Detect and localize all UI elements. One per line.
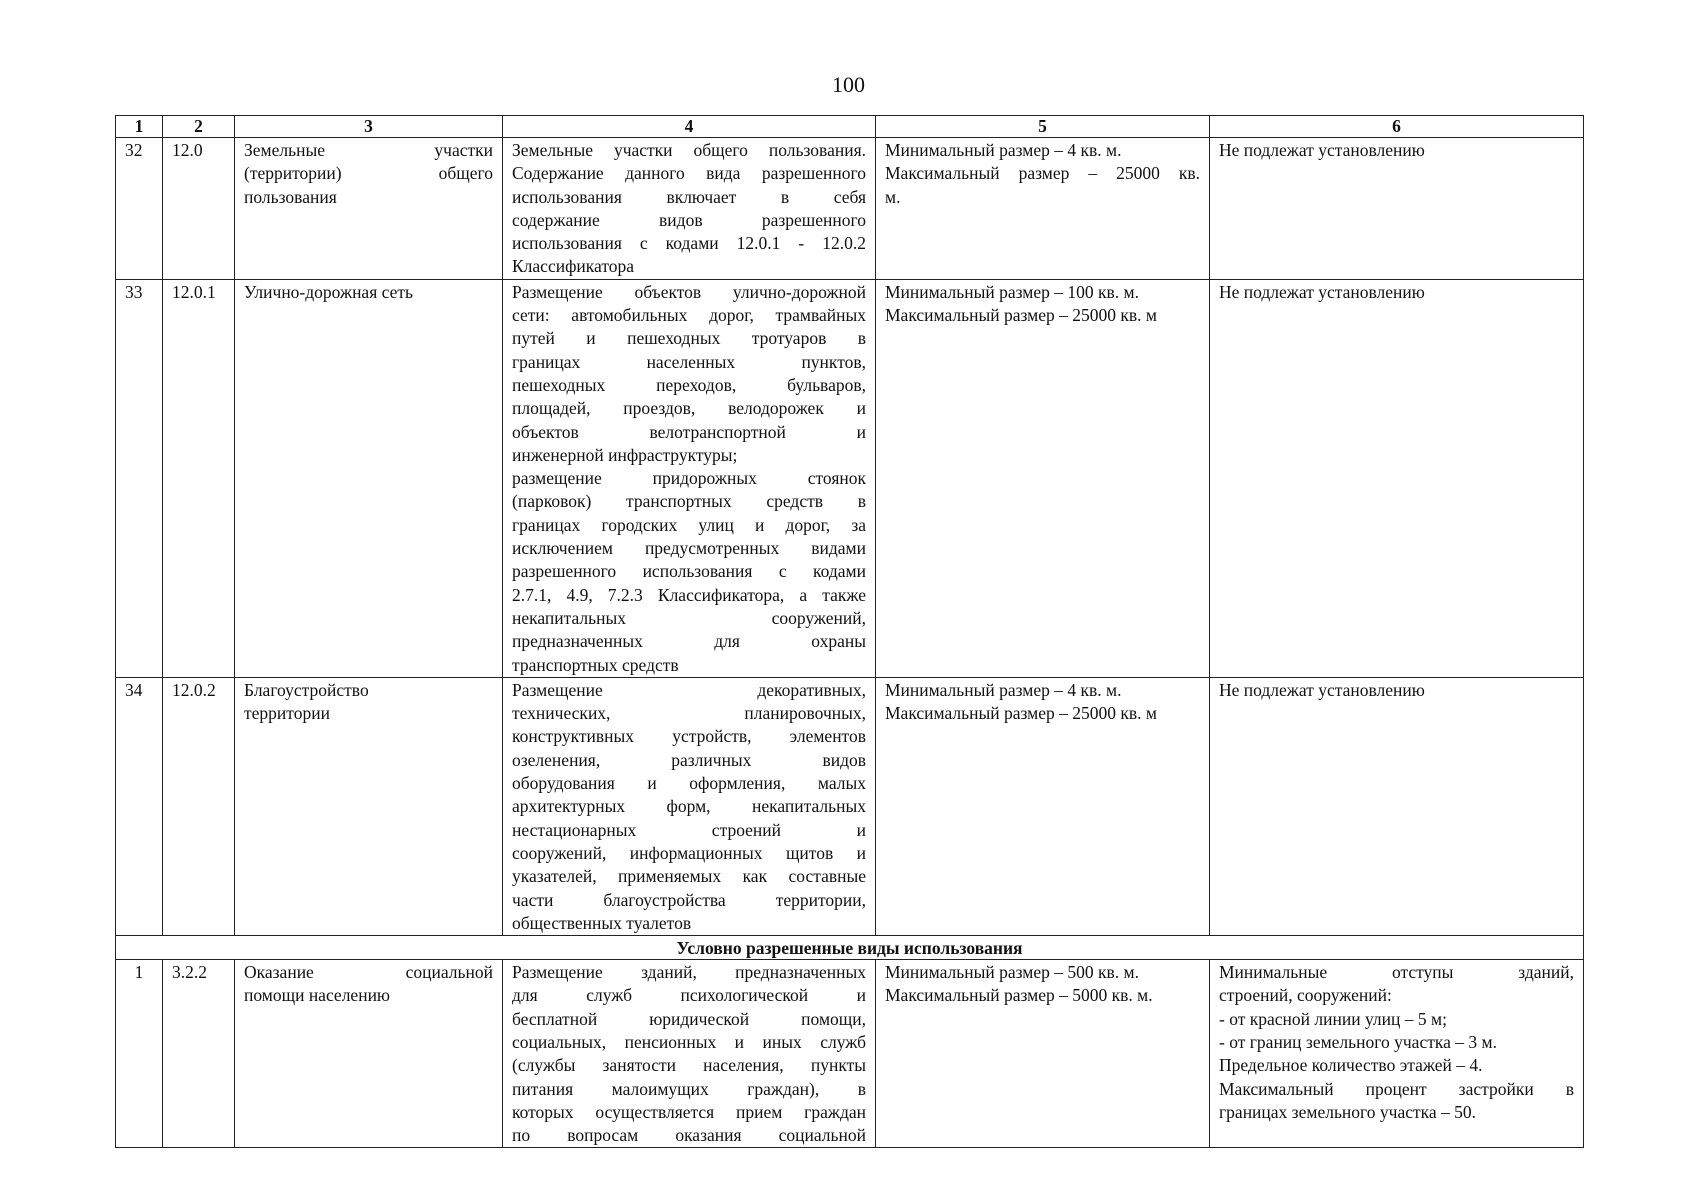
use-description: Размещение зданий, предназначенных для служб психологической и бесплатной юридической помощи, социальных, пенсионных и иных служб (службы занятости населения, пункты питания малоимущих граждан), в которых осуществляется прием граждан по вопросам оказания социальной xyxy=(503,960,876,1148)
plot-size-limits: Минимальный размер – 4 кв. м. Максимальный размер – 25000 кв. м xyxy=(876,677,1210,935)
use-name: Земельные участки (территории) общего пользования xyxy=(235,138,503,280)
column-header-5: 5 xyxy=(876,116,1210,138)
plot-size-limits: Минимальный размер – 4 кв. м. Максимальный размер – 25000 кв. м. xyxy=(876,138,1210,280)
use-code: 3.2.2 xyxy=(163,960,235,1148)
plot-size-limits: Минимальный размер – 500 кв. м. Максимальный размер – 5000 кв. м. xyxy=(876,960,1210,1148)
use-description: Размещение декоративных, технических, планировочных, конструктивных устройств, элементов озеленения, различных видов оборудования и оформления, малых архитектурных форм, некапитальных нестационарных строений и сооружений, информационных щитов и указателей, применяемых как составные части благоустройства территории, общественных туалетов xyxy=(503,677,876,935)
column-header-1: 1 xyxy=(116,116,163,138)
use-code: 12.0 xyxy=(163,138,235,280)
page-number: 100 xyxy=(832,72,865,97)
row-number: 33 xyxy=(116,279,163,677)
section-row xyxy=(116,936,1584,960)
row-number: 1 xyxy=(116,960,163,1148)
use-name: Улично-дорожная сеть xyxy=(235,279,503,677)
building-parameters: Не подлежат установлению xyxy=(1210,138,1584,280)
column-header-4: 4 xyxy=(503,116,876,138)
table-row xyxy=(116,138,1584,280)
table-row xyxy=(116,677,1584,935)
column-header-2: 2 xyxy=(163,116,235,138)
building-parameters: Не подлежат установлению xyxy=(1210,279,1584,677)
table-row xyxy=(116,960,1584,1148)
table-row xyxy=(116,279,1584,677)
row-number: 32 xyxy=(116,138,163,280)
header-row xyxy=(116,116,1584,138)
use-name: Благоустройство территории xyxy=(235,677,503,935)
use-name: Оказание социальной помощи населению xyxy=(235,960,503,1148)
building-parameters: Не подлежат установлению xyxy=(1210,677,1584,935)
section-title: Условно разрешенные виды использования xyxy=(116,936,1584,960)
column-header-6: 6 xyxy=(1210,116,1584,138)
use-description: Земельные участки общего пользования. Содержание данного вида разрешенного использования включает в себя содержание видов разрешенного использования с кодами 12.0.1 - 12.0.2 Классификатора xyxy=(503,138,876,280)
building-parameters: Минимальные отступы зданий, строений, сооружений: - от красной линии улиц – 5 м; - от границ земельного участка – 3 м. Предельное количество этажей – 4. Максимальный процент застройки в границах земельного участка – 50. xyxy=(1210,960,1584,1148)
land-use-table xyxy=(115,115,1584,1148)
row-number: 34 xyxy=(116,677,163,935)
plot-size-limits: Минимальный размер – 100 кв. м. Максимальный размер – 25000 кв. м xyxy=(876,279,1210,677)
use-description: Размещение объектов улично-дорожной сети: автомобильных дорог, трамвайных путей и пешеходных тротуаров в границах населенных пунктов, пешеходных переходов, бульваров, площадей, проездов, велодорожек и объектов велотранспортной и инженерной инфраструктуры; размещение придорожных стоянок (парковок) транспортных средств в границах городских улиц и дорог, за исключением предусмотренных видами разрешенного использования с кодами 2.7.1, 4.9, 7.2.3 Классификатора, а также некапитальных сооружений, предназначенных для охраны транспортных средств xyxy=(503,279,876,677)
column-header-3: 3 xyxy=(235,116,503,138)
use-code: 12.0.1 xyxy=(163,279,235,677)
use-code: 12.0.2 xyxy=(163,677,235,935)
